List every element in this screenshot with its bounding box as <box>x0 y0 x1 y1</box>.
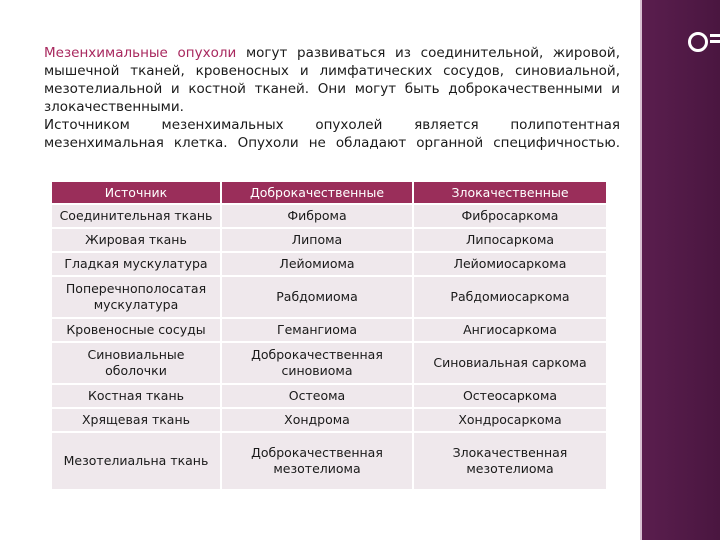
table-row <box>52 229 606 251</box>
cell-benign: Доброкачественная синовиома <box>220 343 412 383</box>
table-row <box>52 385 606 407</box>
cell-benign: Липома <box>220 229 412 251</box>
cell-source: Синовиальные оболочки <box>52 343 220 383</box>
cell-malignant: Ангиосаркома <box>412 319 606 341</box>
table-row <box>52 205 606 227</box>
ring-decoration-icon <box>688 32 708 52</box>
cell-malignant: Фибросаркома <box>412 205 606 227</box>
cell-benign: Лейомиома <box>220 253 412 275</box>
cell-benign: Фиброма <box>220 205 412 227</box>
cell-source: Поперечнополосатая мускулатура <box>52 277 220 317</box>
table-row <box>52 319 606 341</box>
cell-malignant: Рабдомиосаркома <box>412 277 606 317</box>
table-row <box>52 433 606 489</box>
cell-malignant: Липосаркома <box>412 229 606 251</box>
header-source: Источник <box>52 182 220 203</box>
table-row <box>52 343 606 383</box>
intro-paragraph-1-rest: могут развиваться из соединительной, жировой, мышечной тканей, кровеносных и лимфатических сосудов, синовиальной, мезотелиальной и костной тканей. Они могут быть доброкачественными и злокачественными. <box>44 45 620 115</box>
cell-source: Кровеносные сосуды <box>52 319 220 341</box>
cell-benign: Остеома <box>220 385 412 407</box>
cell-benign: Гемангиома <box>220 319 412 341</box>
intro-paragraph-1 <box>44 44 620 116</box>
table-row <box>52 409 606 431</box>
table-row <box>52 253 606 275</box>
cell-malignant: Злокачественная мезотелиома <box>412 433 606 489</box>
header-malignant: Злокачественные <box>412 182 606 203</box>
header-benign: Доброкачественные <box>220 182 412 203</box>
side-band <box>642 0 720 540</box>
cell-source: Гладкая мускулатура <box>52 253 220 275</box>
cell-source: Костная ткань <box>52 385 220 407</box>
cell-malignant: Лейомиосаркома <box>412 253 606 275</box>
cell-source: Жировая ткань <box>52 229 220 251</box>
cell-malignant: Остеосаркома <box>412 385 606 407</box>
table-header-row <box>52 182 606 203</box>
cell-source: Соединительная ткань <box>52 205 220 227</box>
cell-benign: Доброкачественная мезотелиома <box>220 433 412 489</box>
intro-highlight: Мезенхимальные опухоли <box>44 45 237 61</box>
cell-source: Мезотелиальна ткань <box>52 433 220 489</box>
cell-benign: Рабдомиома <box>220 277 412 317</box>
cell-malignant: Хондросаркома <box>412 409 606 431</box>
tumor-table <box>52 180 606 491</box>
cell-malignant: Синовиальная саркома <box>412 343 606 383</box>
table-row <box>52 277 606 317</box>
intro-paragraph-2: Источником мезенхимальных опухолей является полипотентная мезенхимальная клетка. Опухоли не обладают органной специфичностью. <box>44 117 620 151</box>
intro-text <box>44 44 620 152</box>
cell-benign: Хондрома <box>220 409 412 431</box>
bars-decoration-icon <box>710 34 720 50</box>
cell-source: Хрящевая ткань <box>52 409 220 431</box>
